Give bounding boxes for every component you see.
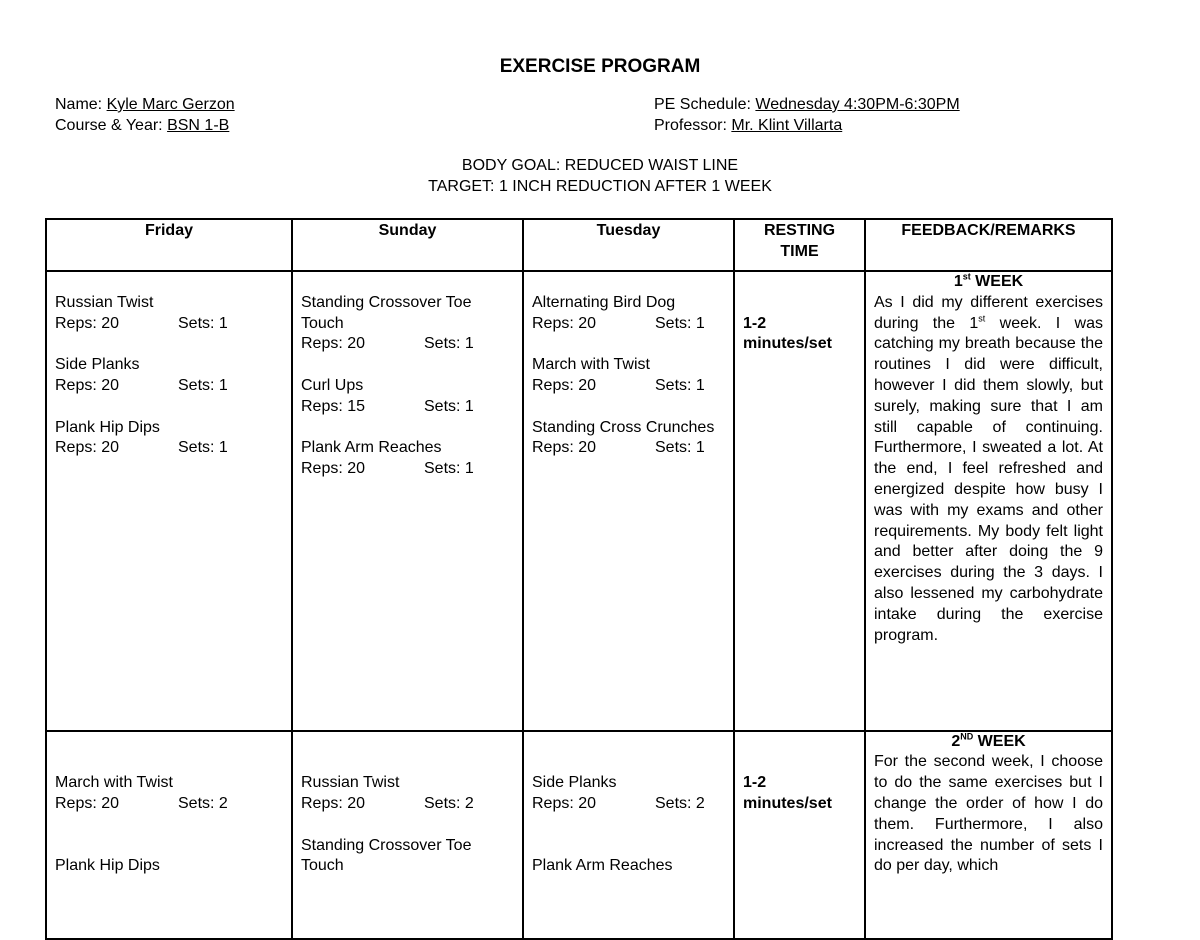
exercise-entry [301, 773, 514, 835]
exercise-entry [301, 376, 514, 418]
exercise-entry [532, 355, 725, 397]
week-ordinal: st [962, 271, 971, 282]
exercise-table [45, 218, 1113, 940]
goal-block [0, 155, 1200, 197]
exercise-sets: Sets: 1 [424, 397, 474, 415]
exercise-sets: Sets: 1 [424, 335, 474, 353]
feedback-ordinal: st [978, 313, 986, 324]
week-number: 1 [953, 273, 963, 290]
exercise-sets: Sets: 1 [424, 460, 474, 478]
exercise-name: Side Planks [55, 356, 140, 374]
feedback-text: For the second week, I choose to do the same exercises but I change the order of how I do them. Furthermore, I also increased the number of sets I do per day, which [874, 753, 1103, 875]
feedback-text [874, 293, 1103, 647]
exercise-sets: Sets: 1 [178, 314, 228, 332]
exercise-name: Plank Arm Reaches [532, 857, 673, 875]
document-title: EXERCISE PROGRAM [499, 56, 701, 77]
target: TARGET: 1 INCH REDUCTION AFTER 1 WEEK [428, 178, 772, 195]
week2-resting-time [734, 731, 865, 940]
exercise-reps: Reps: 20 [301, 794, 366, 812]
exercise-reps: Reps: 20 [55, 376, 120, 394]
exercise-name: March with Twist [532, 356, 650, 374]
week-ordinal: ND [960, 731, 974, 742]
student-info [55, 94, 235, 136]
exercise-name: Standing Crossover Toe Touch [301, 836, 472, 875]
exercise-name: Russian Twist [55, 293, 154, 311]
exercise-entry [532, 293, 725, 335]
table-row [46, 271, 1112, 731]
exercise-reps: Reps: 20 [532, 439, 597, 457]
professor-label: Professor: [654, 117, 732, 134]
exercise-reps: Reps: 20 [532, 794, 597, 812]
exercise-name: Standing Cross Crunches [532, 418, 715, 436]
name-value: Kyle Marc Gerzon [106, 96, 235, 113]
week2-tuesday-cell [523, 731, 734, 940]
table-row [46, 731, 1112, 940]
exercise-reps: Reps: 20 [55, 794, 120, 812]
week-number: 2 [951, 732, 961, 750]
exercise-sets: Sets: 1 [655, 439, 705, 457]
exercise-entry [301, 293, 514, 355]
exercise-reps: Reps: 15 [301, 397, 366, 415]
exercise-name: March with Twist [55, 774, 173, 792]
exercise-name: Russian Twist [301, 774, 400, 792]
week2-sunday-cell [292, 731, 523, 940]
exercise-sets: Sets: 2 [424, 794, 474, 812]
exercise-reps: Reps: 20 [532, 314, 597, 332]
body-goal: BODY GOAL: REDUCED WAIST LINE [461, 157, 739, 174]
header-resting-time: RESTING TIME [734, 219, 865, 271]
exercise-name: Plank Hip Dips [55, 857, 160, 875]
week1-sunday-cell [292, 271, 523, 731]
exercise-name: Alternating Bird Dog [532, 293, 676, 311]
exercise-sets: Sets: 1 [655, 314, 705, 332]
exercise-reps: Reps: 20 [301, 460, 366, 478]
exercise-sets: Sets: 1 [178, 439, 228, 457]
exercise-name: Plank Hip Dips [55, 418, 160, 436]
exercise-sets: Sets: 1 [178, 376, 228, 394]
table-header-row [46, 219, 1112, 271]
course-line [55, 115, 235, 136]
course-label: Course & Year: [55, 117, 168, 134]
week-heading [874, 272, 1103, 293]
exercise-sets: Sets: 1 [655, 376, 705, 394]
exercise-entry [55, 293, 283, 335]
feedback-text-part: As I did my different exercises during the 1 [874, 293, 1103, 332]
header-friday: Friday [46, 219, 292, 271]
exercise-reps: Reps: 20 [55, 314, 120, 332]
name-label: Name: [55, 96, 107, 113]
header-sunday: Sunday [292, 219, 523, 271]
week-label: WEEK [970, 273, 1024, 290]
week-label: WEEK [973, 732, 1026, 750]
exercise-name: Plank Arm Reaches [301, 439, 442, 457]
schedule-info [654, 94, 960, 136]
exercise-entry [532, 418, 725, 460]
schedule-line [654, 94, 960, 115]
exercise-name: Curl Ups [301, 376, 364, 394]
exercise-entry [55, 418, 283, 460]
exercise-name: Side Planks [532, 774, 617, 792]
week2-friday-cell [46, 731, 292, 940]
week1-feedback-cell [865, 271, 1112, 731]
resting-time-value: 1-2 minutes/set [743, 774, 832, 812]
name-line [55, 94, 235, 115]
professor-line [654, 115, 960, 136]
exercise-name: Standing Crossover Toe Touch [301, 293, 472, 332]
week2-feedback-cell [865, 731, 1112, 940]
feedback-text-part: week. I was catching my breath because the routines I did were difficult, however I did them slowly, but surely, making sure that I am still capable of continuing. Furthermore, I sweated a lot. At the end, I feel refreshed and energized despite how busy I was with my exams and other requirements. My body felt light and better after doing the 9 exercises during the 3 days. I also lessened my carbohydrate intake during the exercise program. [874, 314, 1104, 644]
header-tuesday: Tuesday [523, 219, 734, 271]
resting-time-value: 1-2 minutes/set [743, 314, 832, 353]
week1-resting-time [734, 271, 865, 731]
exercise-entry [301, 438, 514, 480]
week-heading [874, 732, 1103, 753]
exercise-sets: Sets: 2 [655, 794, 705, 812]
professor-value: Mr. Klint Villarta [731, 117, 843, 134]
exercise-reps: Reps: 20 [55, 439, 120, 457]
exercise-sets: Sets: 2 [178, 794, 228, 812]
exercise-entry [55, 355, 283, 397]
exercise-entry [532, 773, 725, 856]
week1-friday-cell [46, 271, 292, 731]
exercise-reps: Reps: 20 [301, 335, 366, 353]
course-value: BSN 1-B [167, 117, 230, 134]
header-feedback: FEEDBACK/REMARKS [865, 219, 1112, 271]
schedule-value: Wednesday 4:30PM-6:30PM [755, 96, 960, 113]
week1-tuesday-cell [523, 271, 734, 731]
exercise-entry [55, 773, 283, 856]
exercise-reps: Reps: 20 [532, 376, 597, 394]
schedule-label: PE Schedule: [654, 96, 756, 113]
